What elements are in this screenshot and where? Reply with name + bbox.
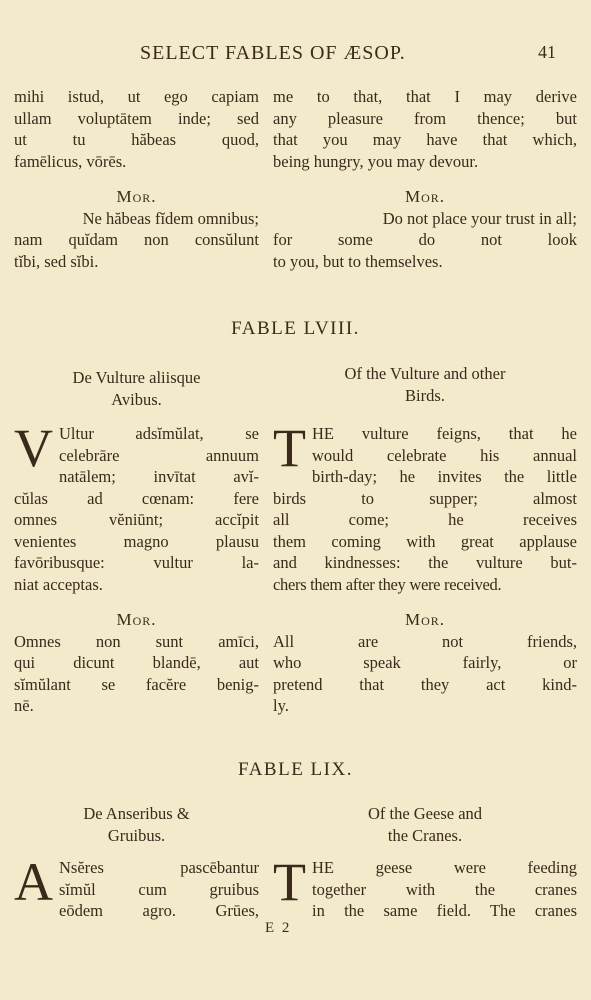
english-subtitle-line: the Cranes.	[387, 826, 463, 845]
latin-moral-line: nam quĭdam non consŭlunt	[14, 230, 259, 249]
fable-58-english-body	[273, 418, 577, 595]
latin-line: natālem; invītat avĭ-	[59, 467, 259, 486]
fable-58-latin-subtitle	[14, 367, 259, 411]
english-moral-line: who speak fairly, or	[273, 653, 577, 672]
latin-line: eōdem agro. Grūes,	[59, 901, 259, 920]
latin-column-top	[14, 86, 259, 172]
latin-line: ullam voluptātem inde; sed	[14, 108, 259, 128]
drop-cap: T	[273, 852, 306, 912]
fable-59-title: FABLE LIX.	[238, 759, 353, 780]
latin-subtitle-line: De Anseribus &	[83, 804, 190, 823]
latin-subtitle-line: De Vulture aliisque	[72, 368, 201, 387]
latin-line: ut tu hăbeas quod,	[14, 130, 259, 149]
english-moral-line: Do not place your trust in all;	[382, 208, 577, 228]
english-line: all come; he receives	[273, 510, 577, 529]
english-moral-line: for some do not look	[273, 230, 577, 249]
latin-moral-line: qui dicunt blandē, aut	[14, 653, 259, 672]
english-line: any pleasure from thence; but	[273, 108, 577, 128]
latin-line: omnes vĕniūnt; accĭpit	[14, 510, 259, 529]
fable-58-english-subtitle	[273, 363, 577, 407]
english-line: birds to supper; almost	[273, 488, 577, 508]
fable-59-latin-body	[14, 852, 259, 922]
moral-heading: Mor.	[404, 610, 446, 629]
latin-line: famēlicus, vōrēs.	[14, 151, 127, 171]
fable-58-english-moral	[273, 609, 577, 717]
signature-mark: E 2	[265, 920, 292, 936]
english-subtitle-line: Of the Vulture and other	[344, 364, 506, 383]
running-head: SELECT FABLES OF ÆSOP.	[140, 42, 406, 64]
english-column-top	[273, 86, 577, 172]
drop-cap: V	[14, 418, 53, 478]
fable-59-english-body	[273, 852, 577, 922]
english-moral-line: to you, but to themselves.	[273, 251, 443, 271]
latin-line: celebrāre annuum	[59, 445, 259, 465]
english-line: that you may have that which,	[273, 130, 577, 149]
page-number: 41	[538, 42, 556, 62]
latin-moral-line: tĭbi, sed sĭbi.	[14, 251, 99, 271]
english-moral-line: All are not friends,	[273, 631, 577, 651]
moral-heading: Mor.	[404, 187, 446, 206]
latin-moral-line: sĭmŭlant se facĕre benig-	[14, 674, 259, 694]
moral-heading: Mor.	[116, 610, 157, 629]
latin-moral-line: nē.	[14, 696, 34, 715]
fable-58-latin-body	[14, 418, 259, 595]
latin-line: mihi istud, ut ego capiam	[14, 87, 259, 106]
english-line: birth-day; he invites the little	[312, 467, 577, 486]
english-line: being hungry, you may devour.	[273, 151, 479, 171]
latin-moral-line: Omnes non sunt amīci,	[14, 631, 259, 651]
latin-subtitle-line: Avibus.	[111, 390, 162, 409]
english-line: would celebrate his annual	[312, 445, 577, 465]
latin-line: venientes magno plausu	[14, 531, 259, 551]
english-moral-top	[273, 186, 577, 272]
latin-line: cŭlas ad cœnam: fere	[14, 488, 259, 508]
english-moral-line: pretend that they act kind-	[273, 674, 577, 694]
english-line: chers them after they were received.	[273, 574, 502, 594]
english-line: HE geese were feeding	[312, 858, 577, 877]
latin-line: niat acceptas.	[14, 574, 103, 594]
english-line: together with the cranes	[312, 879, 577, 899]
fable-58-title: FABLE LVIII.	[231, 318, 360, 339]
english-line: and kindnesses: the vulture but-	[273, 553, 577, 572]
english-line: me to that, that I may derive	[273, 87, 577, 106]
english-line: in the same field. The cranes	[312, 901, 577, 920]
english-subtitle-line: Of the Geese and	[367, 804, 483, 823]
fable-59-english-subtitle	[273, 803, 577, 847]
fable-58-latin-moral	[14, 609, 259, 717]
latin-line: Nsĕres pascēbantur	[59, 858, 259, 877]
english-line: them coming with great applause	[273, 531, 577, 551]
latin-moral-line: Ne hăbeas fĭdem omnibus;	[82, 208, 259, 228]
fable-59-latin-subtitle	[14, 803, 259, 847]
drop-cap: A	[14, 852, 53, 912]
latin-line: favōribusque: vultur la-	[14, 553, 259, 572]
latin-moral-top	[14, 186, 259, 272]
moral-heading: Mor.	[116, 187, 157, 206]
english-line: HE vulture feigns, that he	[312, 424, 577, 443]
latin-line: Ultur adsĭmŭlat, se	[59, 424, 259, 443]
page-header	[0, 42, 591, 72]
english-moral-line: ly.	[273, 696, 289, 715]
drop-cap: T	[273, 418, 306, 478]
english-subtitle-line: Birds.	[405, 386, 445, 405]
latin-subtitle-line: Gruibus.	[107, 826, 166, 845]
latin-line: sĭmŭl cum gruibus	[59, 879, 259, 899]
